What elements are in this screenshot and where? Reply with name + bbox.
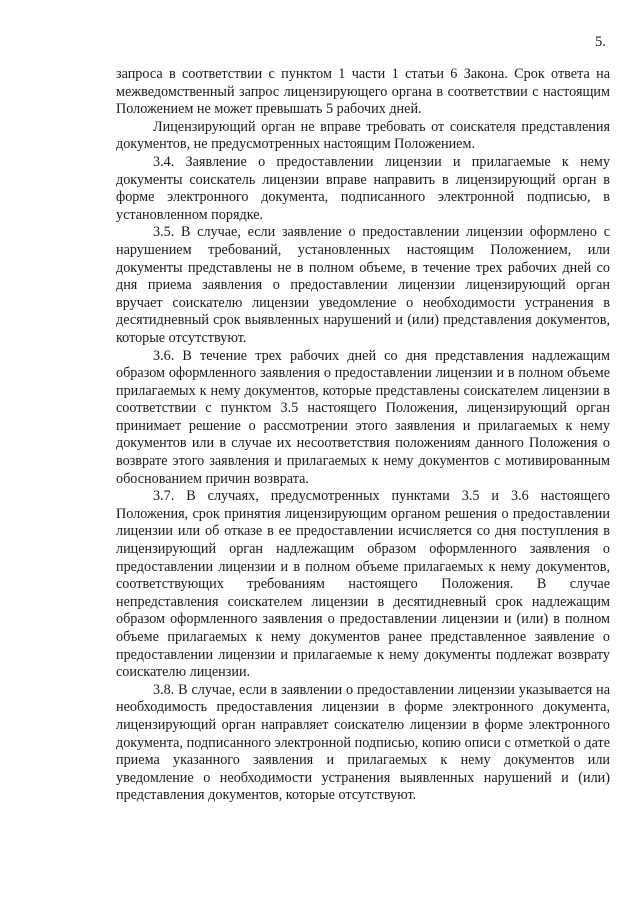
paragraph-licensing-authority: Лицензирующий орган не вправе требовать от соискателя представления документов, не предусмотренных настоящим Положением. xyxy=(116,118,610,153)
paragraph-3-7: 3.7. В случаях, предусмотренных пунктами 3.5 и 3.6 настоящего Положения, срок принятия лицензирующим органом решения о предоставлении лицензии или об отказе в ее предоставлении исчисляется со дня поступления в лицензирующий орган надлежащим образом оформленного заявления о предоставлении лицензии и в полном объеме прилагаемых к нему документов, соответствующих требованиям настоящего Положения. В случае непредставления соискателем лицензии в десятидневный срок надлежащим образом оформленного заявления о предоставлении лицензии и (или) в полном объеме прилагаемых к нему документов ранее представленное заявление о предоставлении лицензии и прилагаемые к нему документы подлежат возврату соискателю лицензии. xyxy=(116,488,610,681)
document-body xyxy=(116,66,610,805)
page-number: 5. xyxy=(595,34,606,50)
paragraph-3-5: 3.5. В случае, если заявление о предоставлении лицензии оформлено с нарушением требований, установленных настоящим Положением, или документы представлены не в полном объеме, в течение трех рабочих дней со дня приема заявления о предоставлении лицензии лицензирующий орган вручает соискателю лицензии уведомление о необходимости устранения в десятидневный срок выявленных нарушений и (или) представления документов, которые отсутствуют. xyxy=(116,224,610,346)
paragraph-3-8: 3.8. В случае, если в заявлении о предоставлении лицензии указывается на необходимость предоставления лицензии в форме электронного документа, лицензирующий орган направляет соискателю лицензии в форме электронного документа, подписанного электронной подписью, копию описи с отметкой о дате приема указанного заявления и прилагаемых к нему документов или уведомление о необходимости устранения выявленных нарушений и (или) представления документов, которые отсутствуют. xyxy=(116,681,610,804)
paragraph-3-4: 3.4. Заявление о предоставлении лицензии и прилагаемые к нему документы соискатель лицензии вправе направить в лицензирующий орган в форме электронного документа, подписанного электронной подписью, в установленном порядке. xyxy=(116,153,610,223)
paragraph-3-6: 3.6. В течение трех рабочих дней со дня представления надлежащим образом оформленного заявления о предоставлении лицензии и в полном объеме прилагаемых к нему документов, которые представлены соискателем лицензии в соответствии с пунктом 3.5 настоящего Положения, лицензирующий орган принимает решение о рассмотрении этого заявления и прилагаемых к нему документов или в случае их несоответствия положениям данного Положения о возврате этого заявления и прилагаемых к нему документов с мотивированным обоснованием причин возврата. xyxy=(116,347,610,487)
paragraph-continuation: запроса в соответствии с пунктом 1 части 1 статьи 6 Закона. Срок ответа на межведомственный запрос лицензирующего органа в соответствии с настоящим Положением не может превышать 5 рабочих дней. xyxy=(116,66,610,118)
